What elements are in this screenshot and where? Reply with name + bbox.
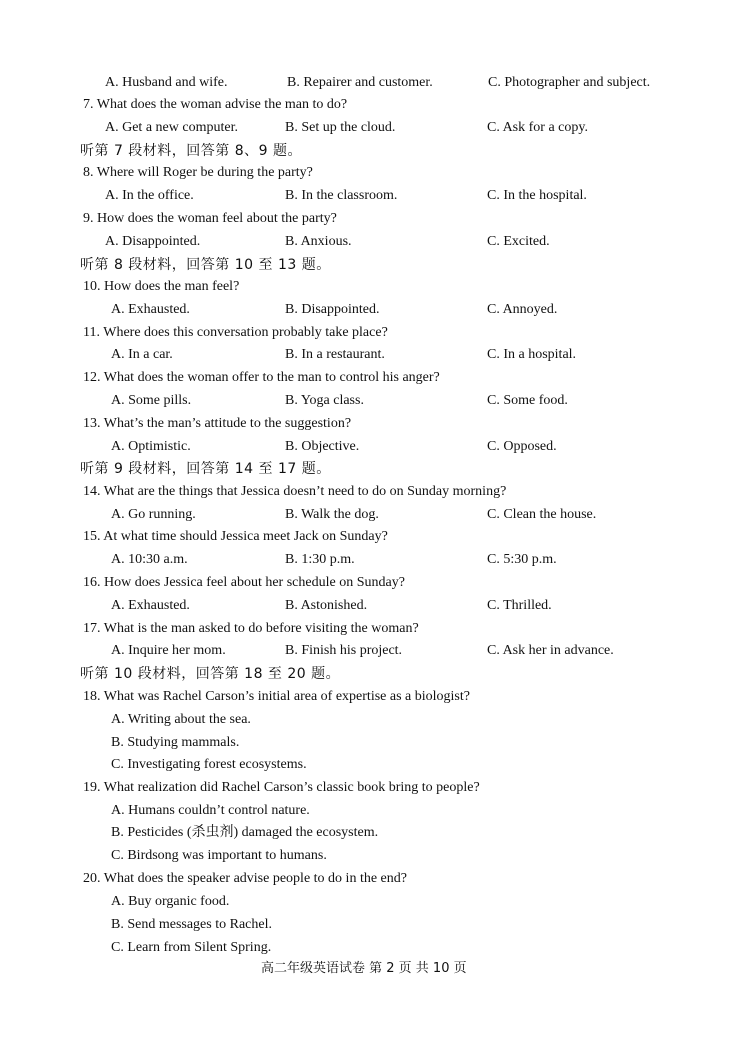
q8-option-b: B. In the classroom. [285, 188, 398, 203]
q11-option-a: A. In a car. [111, 347, 173, 362]
q16-option-c: C. Thrilled. [487, 598, 552, 613]
q6-option-a: A. Husband and wife. [105, 75, 228, 90]
question-14: 14. What are the things that Jessica doesn’t need to do on Sunday morning? [83, 484, 507, 499]
q15-option-c: C. 5:30 p.m. [487, 552, 557, 567]
q10-option-c: C. Annoyed. [487, 302, 558, 317]
q12-option-b: B. Yoga class. [285, 393, 364, 408]
q19-option-a: A. Humans couldn’t control nature. [111, 803, 310, 818]
q6-option-c: C. Photographer and subject. [488, 75, 651, 90]
q18-option-c: C. Investigating forest ecosystems. [111, 757, 307, 772]
question-19: 19. What realization did Rachel Carson’s classic book bring to people? [83, 780, 480, 795]
question-17: 17. What is the man asked to do before visiting the woman? [83, 621, 419, 636]
q12-option-a: A. Some pills. [111, 393, 192, 408]
q10-option-a: A. Exhausted. [111, 302, 190, 317]
q11-option-b: B. In a restaurant. [285, 347, 385, 362]
q17-option-b: B. Finish his project. [285, 643, 403, 658]
q6-option-b: B. Repairer and customer. [287, 75, 433, 90]
q17-option-c: C. Ask her in advance. [487, 643, 614, 658]
q8-option-a: A. In the office. [105, 188, 194, 203]
q8-option-c: C. In the hospital. [487, 188, 587, 203]
question-20: 20. What does the speaker advise people to do in the end? [83, 871, 407, 886]
q12-option-c: C. Some food. [487, 393, 568, 408]
question-13: 13. What’s the man’s attitude to the suggestion? [83, 416, 352, 431]
q15-option-a: A. 10:30 a.m. [111, 552, 188, 567]
q13-option-c: C. Opposed. [487, 439, 557, 454]
q10-option-b: B. Disappointed. [285, 302, 380, 317]
q11-option-c: C. In a hospital. [487, 347, 577, 362]
question-16: 16. How does Jessica feel about her schedule on Sunday? [83, 575, 405, 590]
q13-option-b: B. Objective. [285, 439, 360, 454]
question-15: 15. At what time should Jessica meet Jack on Sunday? [83, 529, 388, 544]
q20-option-b: B. Send messages to Rachel. [111, 917, 272, 932]
q14-option-b: B. Walk the dog. [285, 507, 379, 522]
question-10: 10. How does the man feel? [83, 279, 240, 294]
section-10-instruction: 听第 10 段材料，回答第 18 至 20 题。 [80, 666, 341, 682]
q18-option-b: B. Studying mammals. [111, 735, 240, 750]
question-9: 9. How does the woman feel about the party? [83, 211, 337, 226]
q9-option-c: C. Excited. [487, 234, 550, 249]
q20-option-a: A. Buy organic food. [111, 894, 230, 909]
q14-option-a: A. Go running. [111, 507, 196, 522]
q15-option-b: B. 1:30 p.m. [285, 552, 355, 567]
question-11: 11. Where does this conversation probably take place? [83, 325, 388, 340]
q18-option-a: A. Writing about the sea. [111, 712, 251, 727]
question-12: 12. What does the woman offer to the man to control his anger? [83, 370, 440, 385]
q19-option-b: B. Pesticides (杀虫剂) damaged the ecosystem. [111, 825, 379, 840]
q19-option-c: C. Birdsong was important to humans. [111, 848, 327, 863]
section-9-instruction: 听第 9 段材料，回答第 14 至 17 题。 [80, 461, 331, 477]
q20-option-c: C. Learn from Silent Spring. [111, 940, 272, 955]
q9-option-b: B. Anxious. [285, 234, 352, 249]
q7-option-a: A. Get a new computer. [105, 120, 238, 135]
q9-option-a: A. Disappointed. [105, 234, 201, 249]
q7-option-c: C. Ask for a copy. [487, 120, 588, 135]
question-7: 7. What does the woman advise the man to do? [83, 97, 348, 112]
q17-option-a: A. Inquire her mom. [111, 643, 226, 658]
section-7-instruction: 听第 7 段材料，回答第 8、9 题。 [80, 143, 303, 159]
q14-option-c: C. Clean the house. [487, 507, 597, 522]
q16-option-a: A. Exhausted. [111, 598, 190, 613]
q16-option-b: B. Astonished. [285, 598, 368, 613]
q13-option-a: A. Optimistic. [111, 439, 191, 454]
page-footer: 高二年级英语试卷 第 2 页 共 10 页 [261, 961, 467, 976]
q7-option-b: B. Set up the cloud. [285, 120, 396, 135]
section-8-instruction: 听第 8 段材料，回答第 10 至 13 题。 [80, 257, 331, 273]
question-18: 18. What was Rachel Carson’s initial area of expertise as a biologist? [83, 689, 470, 704]
question-8: 8. Where will Roger be during the party? [83, 165, 313, 180]
